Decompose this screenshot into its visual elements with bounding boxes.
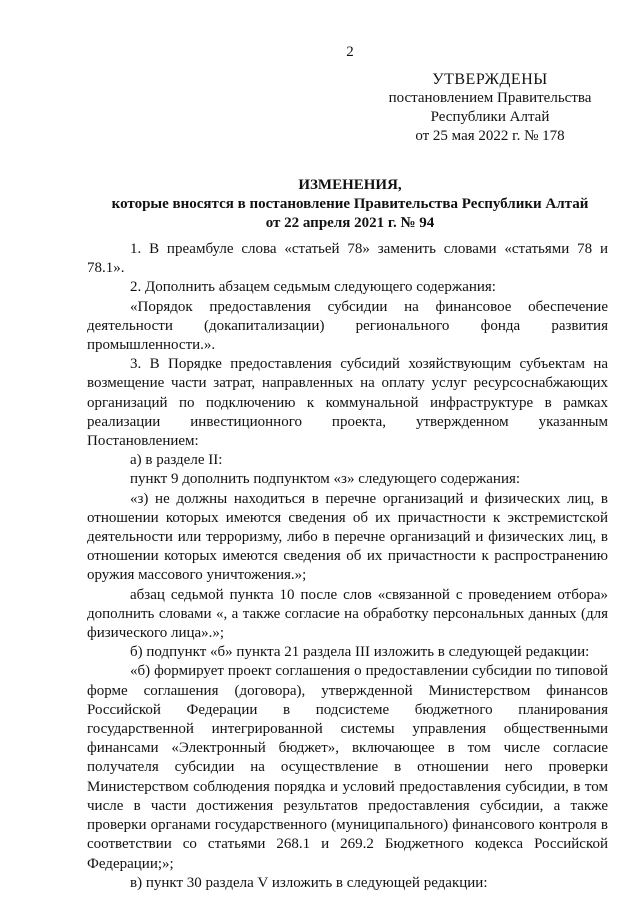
paragraph-2: 2. Дополнить абзацем седьмым следующего содержания: <box>130 279 496 296</box>
document-body <box>87 240 608 893</box>
approval-line-1: постановлением Правительства <box>388 90 592 106</box>
approval-line-2: Республики Алтай <box>430 109 550 125</box>
approval-stamp <box>380 70 600 146</box>
paragraph-6: пункт 9 дополнить подпунктом «з» следующего содержания: <box>130 471 521 488</box>
page-number: 2 <box>346 44 354 60</box>
paragraph-5: а) в разделе II: <box>130 452 223 469</box>
paragraph-1: 1. В преамбуле слова «статьей 78» заменить словами «статьями 78 и 78.1». <box>87 241 608 277</box>
paragraph-9: б) подпункт «б» пункта 21 раздела III изложить в следующей редакции: <box>130 644 590 661</box>
paragraph-10: «б) формирует проект соглашения о предоставлении субсидии по типовой форме соглашения (договора), утвержденной Министерством финансов Российской Федерации в подсистеме бюджетного планирования государственной интегрированной системы управления общественными финансами «Электронный бюджет», включающее в том числе согласие получателя субсидии на осуществление в отношении него проверки Министерством соблюдения порядка и условий предоставления субсидии, в том числе в части достижения результатов предоставления субсидии, а также проверки органами государственного (муниципального) финансового контроля в соответствии со статьями 268.1 и 269.2 Бюджетного кодекса Российской Федерации;»; <box>87 663 608 872</box>
document-title <box>80 176 620 233</box>
paragraph-8: абзац седьмой пункта 10 после слов «связанной с проведением отбора» дополнить словами «, а также согласие на обработку персональных данных (для физического лица».»; <box>87 586 608 642</box>
title-line-1: ИЗМЕНЕНИЯ, <box>298 177 402 193</box>
paragraph-4: 3. В Порядке предоставления субсидий хозяйствующим субъектам на возмещение части затрат, направленных на оплату услуг ресурсоснабжающих организаций по подключению к коммунальной инфраструктуре в рамках реализации инвестиционного проекта, утвержденном указанным Постановлением: <box>87 356 608 450</box>
approved-heading: УТВЕРЖДЕНЫ <box>432 71 548 88</box>
paragraph-3: «Порядок предоставления субсидии на финансовое обеспечение деятельности (докапитализации) регионального фонда развития промышленности.». <box>87 298 608 354</box>
paragraph-11: в) пункт 30 раздела V изложить в следующей редакции: <box>130 874 488 891</box>
paragraph-7: «з) не должны находиться в перечне организаций и физических лиц, в отношении которых имеются сведения об их причастности к экстремистской деятельности или терроризму, либо в перечне организаций и физических лиц, в отношении которых имеются сведения об их причастности к распространению оружия массового уничтожения.»; <box>87 490 608 584</box>
title-line-3: от 22 апреля 2021 г. № 94 <box>265 215 435 231</box>
title-line-2: которые вносятся в постановление Правительства Республики Алтай <box>111 196 589 212</box>
approval-line-3: от 25 мая 2022 г. № 178 <box>415 128 565 144</box>
